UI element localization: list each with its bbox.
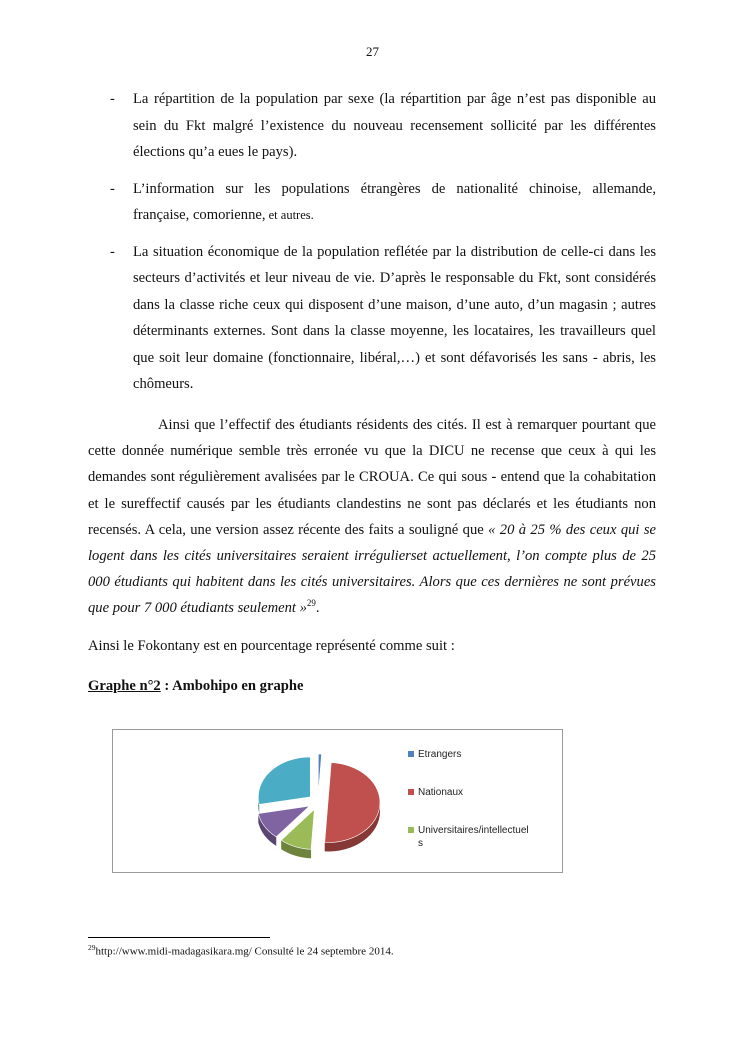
footnote-text: http://www.midi-madagasikara.mg/ Consulté le 24 septembre 2014. — [95, 945, 394, 958]
bullet-text: L’information sur les populations étrangères de nationalité chinoise, allemande, française, comorienne, — [133, 180, 656, 223]
footnote-number: 29 — [88, 943, 96, 952]
legend-label: Universitaires/intellectuel s — [418, 825, 529, 849]
bullet-item — [88, 176, 656, 229]
figure-caption — [88, 678, 303, 695]
legend-swatch — [408, 789, 414, 795]
bullet-list — [88, 86, 656, 408]
bullet-text-small: et autres. — [265, 208, 314, 222]
paragraph-quote: « 20 à 25 % des ceux qui se logent dans les cités universitaires seraient irrégulierset actuellement, l’on compte plus de 25 000 étudiants qui habitent dans les cités universitaires. Alors que ces dernières ne sont prévues que pour 7 000 étudiants seulement » — [88, 521, 656, 617]
footnote-reference: 29 — [306, 598, 316, 609]
footnote — [88, 943, 394, 958]
paragraph-end: . — [315, 600, 320, 617]
chart-legend — [408, 748, 558, 875]
legend-swatch — [408, 827, 414, 833]
figure-label: Graphe n°2 — [88, 678, 161, 694]
bullet-item — [88, 239, 656, 398]
paragraph-text: Ainsi que l’effectif des étudiants résidents des cités. Il est à remarquer pourtant que cette donnée numérique semble très erronée vu que la DICU ne recense que ceux à qui les demandes sont régulièrement avalisées par le CROUA. Ce qui sous - entend que la cohabitation et le sureffectif causés par les étudiants clandestins ne sont pas déclarés et les étudiants non recensés. A cela, une version assez récente des faits a souligné que — [88, 417, 656, 538]
legend-label: Nationaux — [418, 787, 464, 798]
body-paragraph — [88, 412, 656, 622]
intro-sentence: Ainsi le Fokontany est en pourcentage représenté comme suit : — [88, 638, 455, 654]
footnote-separator — [88, 937, 270, 938]
bullet-dash: - — [110, 243, 115, 260]
bullet-dash: - — [110, 180, 115, 197]
legend-swatch — [408, 751, 414, 757]
legend-item — [408, 824, 558, 850]
bullet-dash: - — [110, 91, 115, 107]
pie-slice-unlabeled-4 — [258, 757, 310, 804]
legend-label: Etrangers — [418, 749, 462, 760]
bullet-text: La situation économique de la population reflétée par la distribution de celle-ci dans les secteurs d’activités et leur niveau de vie. D’après le responsable du Fkt, sont considérés dans la classe riche ceux qui disposent d’une maison, d’une auto, d’un magasin ; autres déterminants externes. Sont dans la classe moyenne, les locataires, les travailleurs quel que soit leur domaine (fonctionnaire, libéral,…) et sont défavorisés les sans - abris, les chômeurs. — [133, 243, 656, 392]
legend-item — [408, 748, 558, 761]
pie-slice-etrangers — [318, 754, 321, 794]
page-number: 27 — [366, 44, 379, 59]
pie-chart — [112, 729, 563, 873]
bullet-text: La répartition de la population par sexe (la répartition par âge n’est pas disponible au sein du Fkt malgré l’existence du nouveau recensement sollicité par les différentes élections qu’a eues le pays). — [133, 91, 656, 160]
legend-item — [408, 786, 558, 799]
bullet-item — [88, 86, 656, 166]
figure-title: : Ambohipo en graphe — [160, 678, 304, 694]
